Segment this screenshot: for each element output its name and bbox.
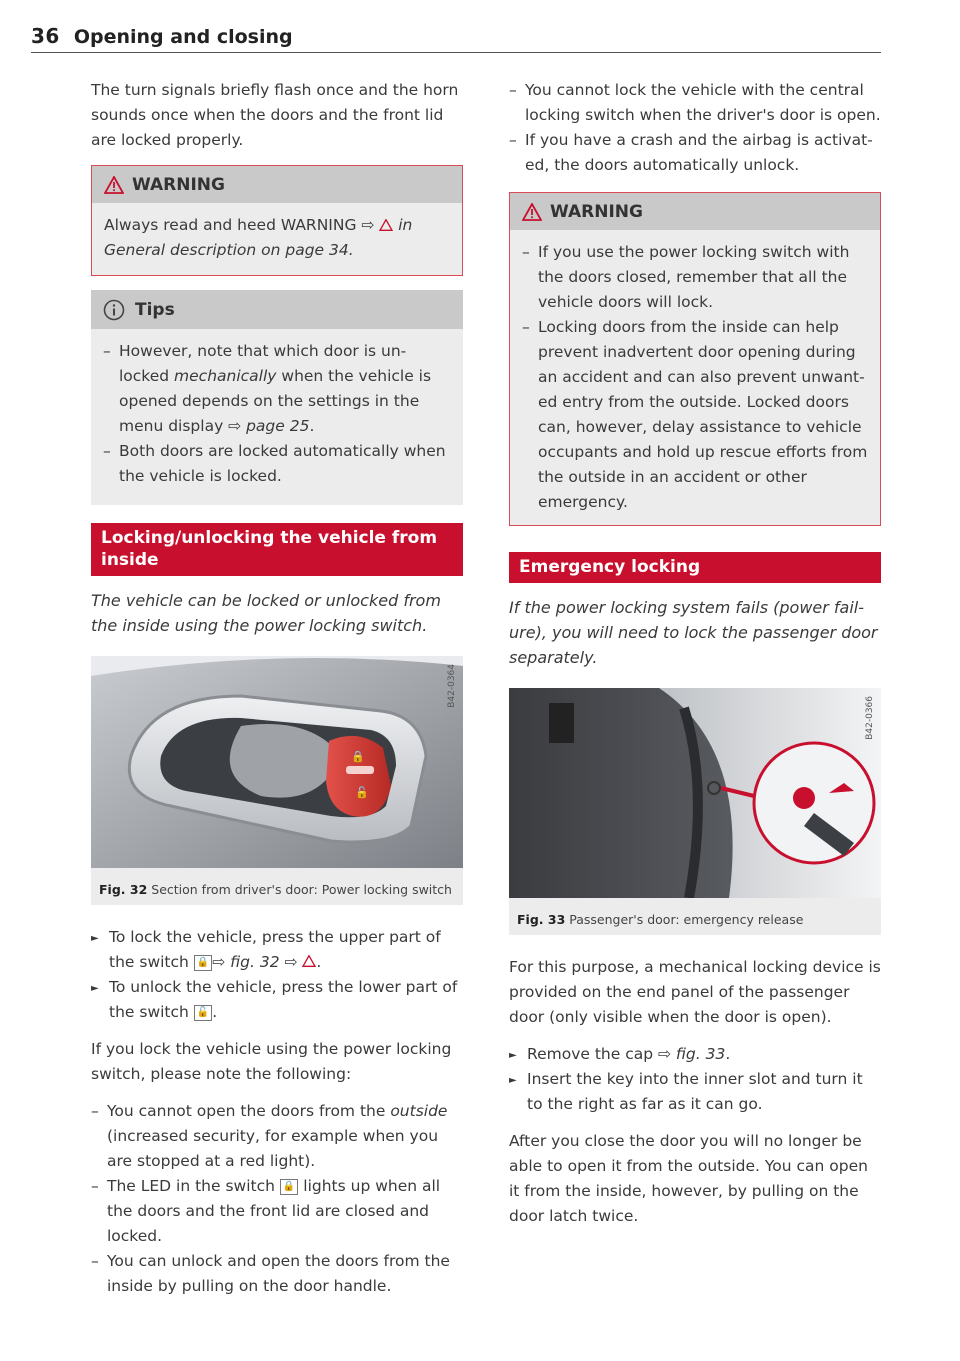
page-header bbox=[31, 24, 881, 48]
warning-ref-icon bbox=[379, 219, 393, 231]
tips-item1-d: page 25 bbox=[246, 417, 310, 435]
figure-32 bbox=[91, 656, 463, 905]
step-insert-key: ► Insert the key into the inner slot and turn it to the right as far as it can go. bbox=[509, 1067, 881, 1117]
warning-box bbox=[91, 165, 463, 276]
tips-item1-b: mechanically bbox=[174, 367, 277, 385]
step-lock-b: ⇨ fig. 32 ⇨ bbox=[212, 953, 303, 971]
step-remove-cap bbox=[509, 1042, 881, 1067]
step-unlock-text: To unlock the vehicle, press the lower part of the switch bbox=[109, 978, 458, 1021]
figure-32-caption-text: Section from driver's door: Power locking switch bbox=[147, 882, 452, 897]
note-2-b: lights up when all the doors and the front lid are closed and locked. bbox=[107, 1177, 441, 1245]
note-item bbox=[91, 1099, 463, 1174]
figure-33-code: B42-0366 bbox=[865, 696, 875, 740]
warning-title: WARNING bbox=[132, 175, 225, 195]
mechanical-device-para: For this purpose, a mechanical locking device is provided on the end panel of the passenger door (only visible when the door is open). bbox=[509, 958, 881, 1026]
note-1-b: outside bbox=[390, 1102, 448, 1120]
note-1-c: (increased security, for example when you are stopped at a red light). bbox=[107, 1127, 439, 1170]
warning-icon bbox=[104, 176, 124, 194]
left-column bbox=[91, 78, 463, 1311]
warning-item: – Locking doors from the inside can help prevent inadvertent door opening during an accident and can also prevent unwant-ed entry from the outside. Locked doors can, however, delay assistance to vehicle occupants and hold up rescue efforts from the outside in an accident or other emergency. bbox=[522, 315, 868, 515]
section-heading-emergency: Emergency locking bbox=[509, 552, 881, 583]
door-handle-illustration bbox=[91, 656, 463, 868]
svg-text:🔓: 🔓 bbox=[355, 786, 369, 799]
tips-item1-a: However, note that which door is un-locked bbox=[119, 342, 407, 385]
passenger-door-illustration bbox=[509, 688, 881, 898]
warning-item: – If you use the power locking switch with the doors closed, remember that all the vehicle doors will lock. bbox=[522, 240, 868, 315]
figure-33-caption-text: Passenger's door: emergency release bbox=[565, 912, 804, 927]
warning-title-2: WARNING bbox=[550, 202, 643, 222]
note-2-a: The LED in the switch bbox=[107, 1177, 280, 1195]
figure-32-label: Fig. 32 bbox=[99, 882, 148, 897]
warning-text-b: in General description on page 34. bbox=[104, 216, 413, 259]
warning-icon bbox=[522, 203, 542, 221]
step-lock-a: To lock the vehicle, press the upper part of the switch bbox=[109, 928, 441, 971]
tips-box bbox=[91, 290, 463, 505]
warning-heading bbox=[92, 166, 462, 203]
right-item: – If you have a crash and the airbag is activat-ed, the doors automatically unlock. bbox=[509, 128, 881, 178]
figure-33-caption bbox=[509, 902, 881, 935]
note-item bbox=[91, 1174, 463, 1249]
tips-title: Tips bbox=[135, 300, 175, 320]
note-item: – You can unlock and open the doors from the inside by pulling on the door handle. bbox=[91, 1249, 463, 1299]
lock-switch-icon: 🔒 bbox=[280, 1179, 298, 1195]
note-1-a: You cannot open the doors from the bbox=[107, 1102, 391, 1120]
tips-heading bbox=[91, 290, 463, 329]
step-unlock: ► To unlock the vehicle, press the lower part of the switch 🔓 . bbox=[91, 975, 463, 1025]
emergency-intro: If the power locking system fails (power fail-ure), you will need to lock the passenger door separately. bbox=[509, 598, 878, 667]
lock-switch-icon: 🔒 bbox=[194, 955, 212, 971]
step-remove-cap-b: fig. 33 bbox=[675, 1045, 726, 1063]
section-heading-locking: Locking/unlocking the vehicle from inside bbox=[91, 523, 463, 576]
warning-text bbox=[104, 213, 450, 263]
tips-item1-e: . bbox=[309, 417, 315, 435]
right-item: – You cannot lock the vehicle with the central locking switch when the driver's door is open. bbox=[509, 78, 881, 128]
section-intro: The vehicle can be locked or unlocked from the inside using the power locking switch. bbox=[91, 591, 441, 635]
info-icon bbox=[103, 299, 125, 321]
section-title: Opening and closing bbox=[73, 26, 293, 48]
figure-33-label: Fig. 33 bbox=[517, 912, 566, 927]
warning-text-a: Always read and heed WARNING ⇨ bbox=[104, 216, 380, 234]
warning-box-2 bbox=[509, 192, 881, 526]
page-number: 36 bbox=[31, 24, 60, 48]
tips-item: – Both doors are locked automatically when the vehicle is locked. bbox=[103, 439, 451, 489]
unlock-switch-icon: 🔓 bbox=[194, 1005, 212, 1021]
step-remove-cap-c: . bbox=[725, 1045, 731, 1063]
warning-heading-2 bbox=[510, 193, 880, 230]
warning-ref-icon bbox=[302, 955, 316, 967]
power-lock-note: If you lock the vehicle using the power locking switch, please note the following: bbox=[91, 1040, 452, 1083]
step-remove-cap-a: Remove the cap ⇨ bbox=[527, 1045, 676, 1063]
figure-32-code: B42-0364 bbox=[447, 664, 457, 708]
figure-32-caption bbox=[91, 872, 463, 905]
tips-item bbox=[103, 339, 451, 439]
figure-32-image bbox=[91, 656, 463, 872]
intro-paragraph: The turn signals briefly flash once and the horn sounds once when the doors and the front lid are locked properly. bbox=[91, 81, 459, 149]
svg-text:🔒: 🔒 bbox=[351, 750, 365, 763]
figure-33-image bbox=[509, 688, 881, 902]
right-column bbox=[509, 78, 881, 1241]
after-close-para: After you close the door you will no longer be able to open it from the outside. You can open it from the inside, however, by pulling on the door latch twice. bbox=[509, 1132, 868, 1225]
header-rule bbox=[31, 52, 881, 53]
figure-33 bbox=[509, 688, 881, 935]
tips-item1-c: when the vehicle is opened depends on the settings in the menu display ⇨ bbox=[119, 367, 432, 435]
step-lock: ► To lock the vehicle, press the upper part of the switch 🔒 ⇨ fig. 32 ⇨ . bbox=[91, 925, 463, 975]
